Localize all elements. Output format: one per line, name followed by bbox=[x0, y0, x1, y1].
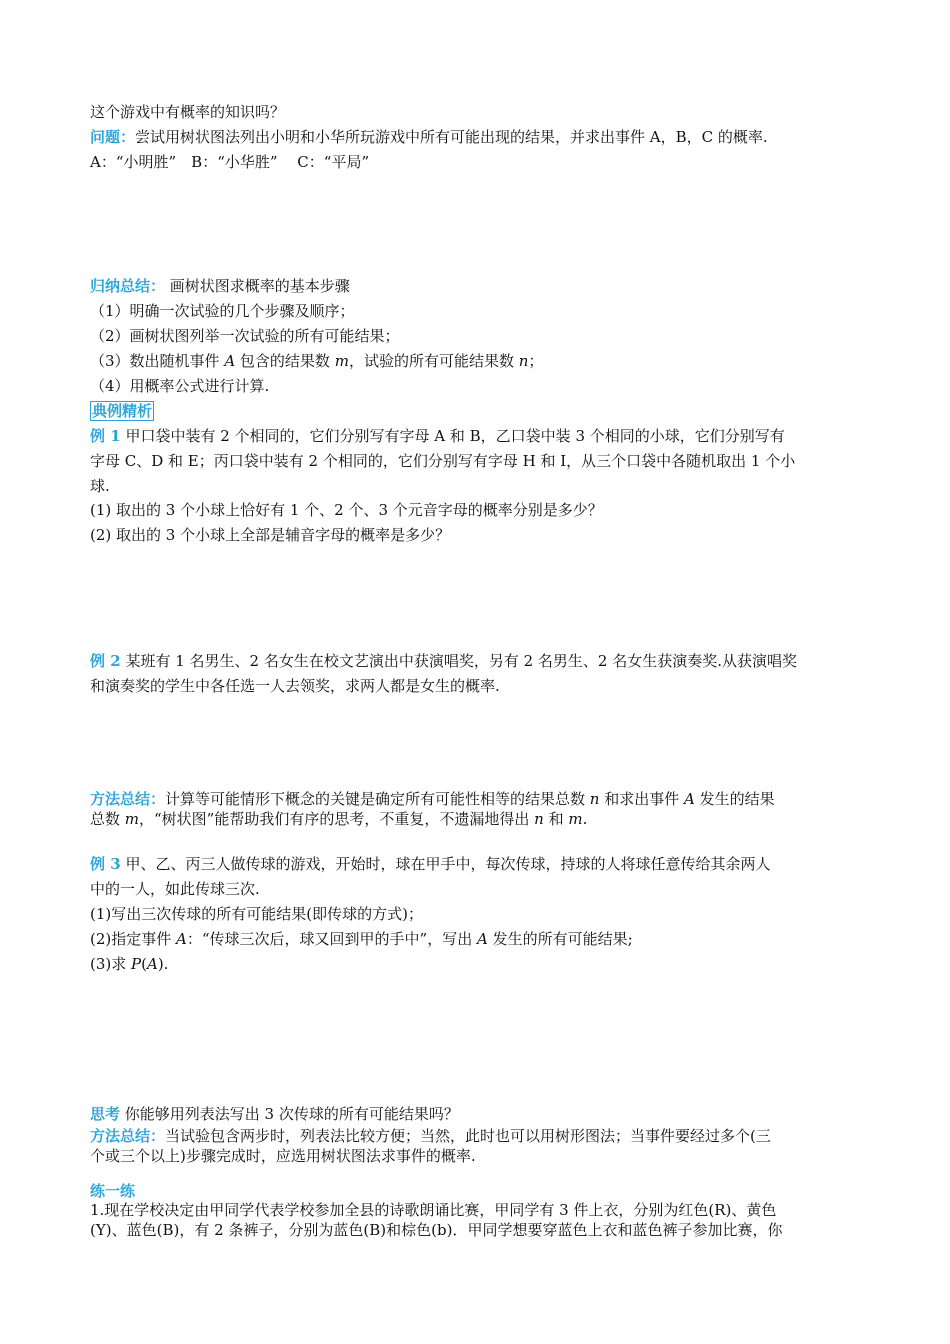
summary3-label: 方法总结： bbox=[90, 1127, 166, 1145]
summary1-step3 bbox=[90, 351, 543, 371]
summary1-heading bbox=[90, 276, 350, 296]
summary1-step1: （1）明确一次试验的几个步骤及顺序； bbox=[90, 302, 355, 320]
summary2-text: 和 bbox=[543, 810, 569, 828]
ex2-line2: 和演奏奖的学生中各任选一人去领奖，求两人都是女生的概率. bbox=[90, 677, 500, 695]
ex1-line1 bbox=[90, 426, 785, 446]
var-a: A bbox=[476, 930, 488, 948]
step3-text: ； bbox=[528, 352, 544, 370]
var-m: m bbox=[568, 810, 583, 828]
ex3-q2-text: (2)指定事件 bbox=[90, 930, 177, 948]
summary2-text: . bbox=[582, 810, 588, 828]
summary1-step4: （4）用概率公式进行计算. bbox=[90, 377, 270, 395]
ex3-line2: 中的一人，如此传球三次. bbox=[90, 880, 260, 898]
ex3-text: 甲、乙、丙三人做传球的游戏，开始时，球在甲手中，每次传球，持球的人将球任意传给其余两人 bbox=[120, 855, 771, 873]
ex2-line1 bbox=[90, 651, 797, 671]
step3-text: 包含的结果数 bbox=[235, 352, 335, 370]
ex2-text: 某班有 1 名男生、2 名女生在校文艺演出中获演唱奖，另有 2 名男生、2 名女生获演奏奖.从获演唱奖 bbox=[120, 652, 797, 670]
summary2-text: ，“树状图”能帮助我们有序的思考，不重复，不遗漏地得出 bbox=[139, 810, 535, 828]
ex1-label: 例 1 bbox=[90, 427, 121, 445]
var-p: P bbox=[131, 955, 142, 973]
summary2-line1 bbox=[90, 789, 775, 809]
ex1-q1: (1) 取出的 3 个小球上恰好有 1 个、2 个、3 个元音字母的概率分别是多少？ bbox=[90, 501, 603, 519]
ex1-line3: 球. bbox=[90, 477, 110, 495]
events-line: A：“小明胜” B：“小华胜” C：“平局” bbox=[90, 153, 370, 171]
summary2-text: 发生的结果 bbox=[694, 790, 775, 808]
var-n: n bbox=[589, 790, 600, 808]
think-text: 你能够用列表法写出 3 次传球的所有可能结果吗？ bbox=[120, 1105, 459, 1123]
problem-label: 问题： bbox=[90, 128, 136, 146]
var-a: A bbox=[684, 790, 695, 808]
ex3-q2-text: 发生的所有可能结果; bbox=[487, 930, 633, 948]
ex3-q3-text: ( bbox=[141, 955, 147, 973]
ex1-text: 甲口袋中装有 2 个相同的，它们分别写有字母 A 和 B，乙口袋中装 3 个相同的小球，它们分别写有 bbox=[120, 427, 785, 445]
ex3-line1 bbox=[90, 854, 770, 874]
summary2-text: 计算等可能情形下概念的关键是确定所有可能性相等的结果总数 bbox=[165, 790, 590, 808]
summary2-text: 和求出事件 bbox=[599, 790, 685, 808]
var-n: n bbox=[518, 352, 529, 370]
problem-text: 尝试用树状图法列出小明和小华所玩游戏中所有可能出现的结果，并求出事件 A，B，C 的概率. bbox=[135, 128, 768, 146]
practice-label: 练一练 bbox=[90, 1182, 136, 1200]
summary3-text: 当试验包含两步时，列表法比较方便；当然，此时也可以用树形图法；当事件要经过多个(三 bbox=[165, 1127, 771, 1145]
practice-line1: 1.现在学校决定由甲同学代表学校参加全县的诗歌朗诵比赛，甲同学有 3 件上衣，分别为红色(R)、黄色 bbox=[90, 1201, 777, 1219]
practice-heading bbox=[90, 1181, 135, 1201]
ex1-q2: (2) 取出的 3 个小球上全部是辅音字母的概率是多少？ bbox=[90, 526, 451, 544]
var-n: n bbox=[534, 810, 544, 828]
summary1-title: 画树状图求概率的基本步骤 bbox=[165, 277, 350, 295]
var-a: A bbox=[224, 352, 236, 370]
step3-text: （3）数出随机事件 bbox=[90, 352, 225, 370]
intro-question: 这个游戏中有概率的知识吗？ bbox=[90, 103, 286, 121]
practice-line2: (Y)、蓝色(B)，有 2 条裤子，分别为蓝色(B)和棕色(b)．甲同学想要穿蓝色上衣和蓝色裤子参加比赛，你 bbox=[90, 1221, 783, 1239]
think-label: 思考 bbox=[90, 1105, 121, 1123]
var-m: m bbox=[124, 810, 140, 828]
summary2-line2 bbox=[90, 809, 587, 829]
summary2-label: 方法总结： bbox=[90, 790, 166, 808]
var-a: A bbox=[176, 930, 187, 948]
ex1-line2: 字母 C、D 和 E；丙口袋中装有 2 个相同的，它们分别写有字母 H 和 I，从三个口袋中各随机取出 1 个小 bbox=[90, 452, 796, 470]
ex3-q3 bbox=[90, 954, 168, 974]
var-m: m bbox=[334, 352, 349, 370]
ex3-q1: (1)写出三次传球的所有可能结果(即传球的方式)； bbox=[90, 905, 423, 923]
summary1-step2: （2）画树状图列举一次试验的所有可能结果； bbox=[90, 327, 400, 345]
ex3-q3-text: (3)求 bbox=[90, 955, 132, 973]
step3-text: ，试验的所有可能结果数 bbox=[348, 352, 519, 370]
summary1-label: 归纳总结： bbox=[90, 277, 166, 295]
section-title-line bbox=[90, 401, 154, 421]
ex3-q2 bbox=[90, 929, 633, 949]
ex3-label: 例 3 bbox=[90, 855, 121, 873]
ex2-label: 例 2 bbox=[90, 652, 121, 670]
ex3-q2-text: ：“传球三次后，球又回到甲的手中”，写出 bbox=[186, 930, 477, 948]
section-title: 典例精析 bbox=[92, 402, 153, 420]
ex3-q3-text: ). bbox=[157, 955, 169, 973]
summary3-line2: 个或三个以上)步骤完成时，应选用树状图法求事件的概率. bbox=[90, 1147, 476, 1165]
think-line bbox=[90, 1104, 459, 1124]
problem-line bbox=[90, 127, 768, 147]
var-a: A bbox=[146, 955, 158, 973]
summary3-line1 bbox=[90, 1126, 771, 1146]
summary2-text: 总数 bbox=[90, 810, 125, 828]
